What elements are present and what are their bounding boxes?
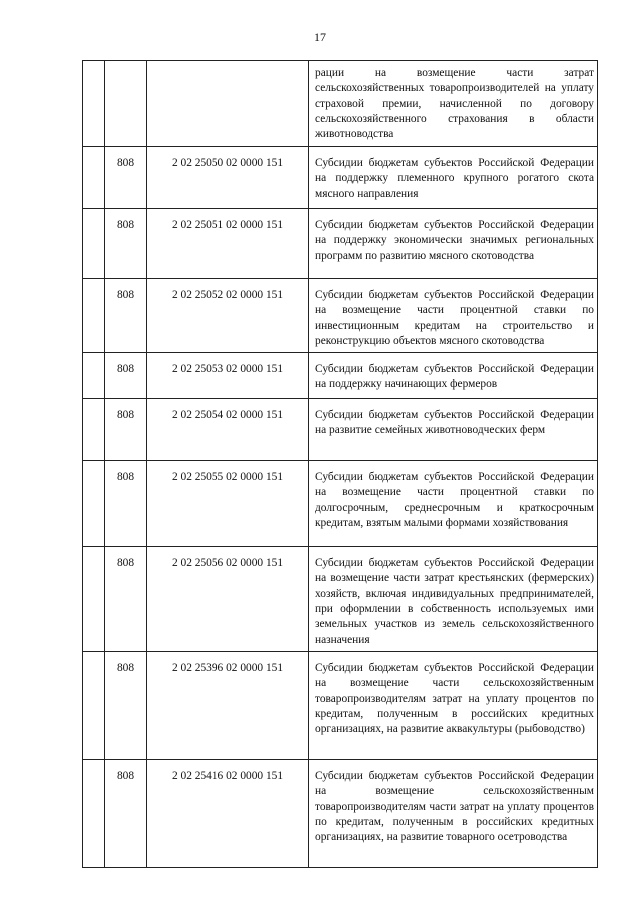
- admin-code-cell: 808: [105, 399, 147, 461]
- admin-code-cell: 808: [105, 547, 147, 652]
- index-cell: [83, 61, 105, 147]
- description-cell: Субсидии бюджетам субъектов Российской Федерации на возмещение сельскохозяйственным товаропроизводителям части затрат на уплату процентов по кредитам, полученным в российских кредитных организациях, на развитие товарного осетроводства: [309, 759, 598, 867]
- page-number: 17: [314, 30, 326, 44]
- index-cell: [83, 353, 105, 399]
- table-row: [83, 547, 598, 652]
- description-cell: Субсидии бюджетам субъектов Российской Федерации на возмещение части процентной ставки по инвестиционным кредитам на строительство и реконструкцию объектов мясного скотоводства: [309, 279, 598, 353]
- kbk-code-cell: 2 02 25055 02 0000 151: [147, 461, 309, 547]
- description-cell: Субсидии бюджетам субъектов Российской Федерации на поддержку начинающих фермеров: [309, 353, 598, 399]
- admin-code-cell: 808: [105, 759, 147, 867]
- admin-code-cell: 808: [105, 279, 147, 353]
- description-cell: рации на возмещение части затрат сельскохозяйственных товаропроизводителей на уплату страховой премии, начисленной по договору сельскохозяйственного страхования в области животноводства: [309, 61, 598, 147]
- table-row: [83, 399, 598, 461]
- admin-code-cell: [105, 61, 147, 147]
- index-cell: [83, 399, 105, 461]
- kbk-code-cell: 2 02 25050 02 0000 151: [147, 147, 309, 209]
- kbk-code-cell: 2 02 25051 02 0000 151: [147, 209, 309, 279]
- table-row: [83, 279, 598, 353]
- table-row: [83, 759, 598, 867]
- kbk-code-cell: 2 02 25053 02 0000 151: [147, 353, 309, 399]
- index-cell: [83, 651, 105, 759]
- budget-codes-table: [82, 60, 598, 868]
- index-cell: [83, 461, 105, 547]
- admin-code-cell: 808: [105, 147, 147, 209]
- description-cell: Субсидии бюджетам субъектов Российской Федерации на возмещение части процентной ставки по долгосрочным, среднесрочным и краткосрочным кредитам, взятым малыми формами хозяйствования: [309, 461, 598, 547]
- kbk-code-cell: 2 02 25052 02 0000 151: [147, 279, 309, 353]
- index-cell: [83, 279, 105, 353]
- kbk-code-cell: 2 02 25416 02 0000 151: [147, 759, 309, 867]
- index-cell: [83, 759, 105, 867]
- admin-code-cell: 808: [105, 353, 147, 399]
- kbk-code-cell: 2 02 25054 02 0000 151: [147, 399, 309, 461]
- admin-code-cell: 808: [105, 651, 147, 759]
- description-cell: Субсидии бюджетам субъектов Российской Федерации на развитие семейных животноводческих ферм: [309, 399, 598, 461]
- table-row: [83, 353, 598, 399]
- index-cell: [83, 547, 105, 652]
- index-cell: [83, 147, 105, 209]
- table-row: [83, 209, 598, 279]
- description-cell: Субсидии бюджетам субъектов Российской Федерации на возмещение части затрат крестьянских (фермерских) хозяйств, включая индивидуальных предпринимателей, при оформлении в собственность используемых ими земельных участков из земель сельскохозяйственного назначения: [309, 547, 598, 652]
- kbk-code-cell: 2 02 25056 02 0000 151: [147, 547, 309, 652]
- admin-code-cell: 808: [105, 209, 147, 279]
- description-cell: Субсидии бюджетам субъектов Российской Федерации на поддержку экономически значимых региональных программ по развитию мясного скотоводства: [309, 209, 598, 279]
- table-row: [83, 147, 598, 209]
- table-row-continuation: [83, 61, 598, 147]
- index-cell: [83, 209, 105, 279]
- kbk-code-cell: 2 02 25396 02 0000 151: [147, 651, 309, 759]
- kbk-code-cell: [147, 61, 309, 147]
- table-row: [83, 651, 598, 759]
- description-cell: Субсидии бюджетам субъектов Российской Федерации на поддержку племенного крупного рогатого скота мясного направления: [309, 147, 598, 209]
- table-row: [83, 461, 598, 547]
- description-cell: Субсидии бюджетам субъектов Российской Федерации на возмещение части сельскохозяйственным товаропроизводителям затрат на уплату процентов по кредитам, полученным в российских кредитных организациях, на развитие аквакультуры (рыбоводство): [309, 651, 598, 759]
- admin-code-cell: 808: [105, 461, 147, 547]
